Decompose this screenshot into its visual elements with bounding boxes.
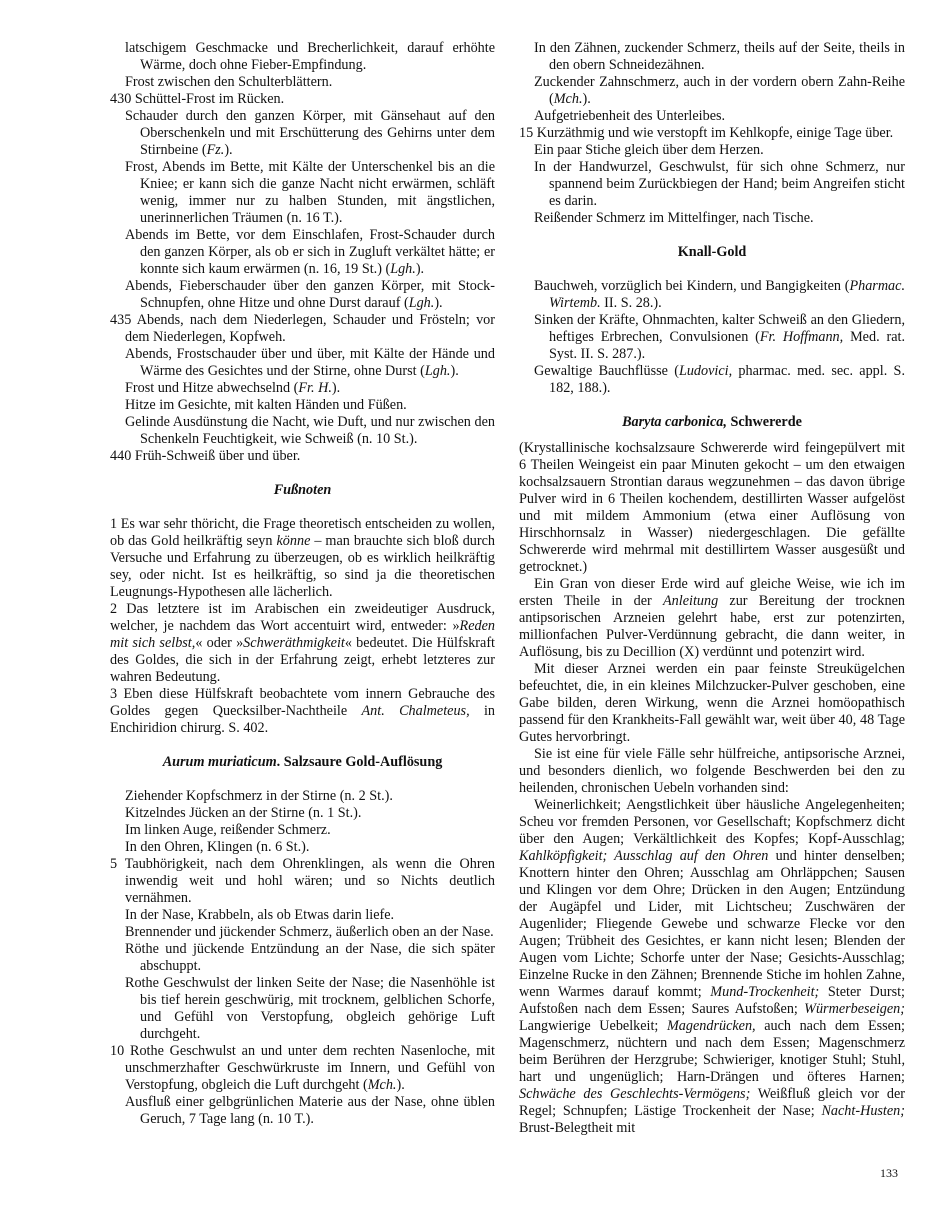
symptom-entry	[519, 142, 905, 159]
text-run: Nacht-Husten;	[821, 1103, 905, 1119]
text-run: In den Ohren, Klingen (n. 6 St.).	[125, 839, 310, 855]
text-run: Zuckender Zahnschmerz, auch in der vordern obern Zahn-Reihe (	[534, 74, 905, 107]
text-run: Rothe Geschwulst an und unter dem rechten Nasenloche, mit unschmerzhafter Geschwürkruste im Innern, und Gefühl von Verstopfung, obgleich die Luft durchgeht (	[125, 1043, 496, 1093]
footnotes-heading: Fußnoten	[273, 482, 332, 498]
text-run: ).	[434, 295, 443, 311]
text-run: Röthe und jückende Entzündung an der Nase, die sich später abschuppt.	[125, 941, 495, 974]
symptom-entry	[110, 805, 495, 822]
symptom-entry	[519, 159, 905, 210]
symptom-entry	[110, 227, 495, 278]
symptom-list-knall-gold	[519, 278, 905, 397]
symptom-entry	[110, 380, 495, 397]
text-run: Magendrücken,	[666, 1018, 756, 1034]
text-run: Pharmac. Wirtemb.	[549, 278, 905, 311]
text-run: « bedeutet. Die Hülfskraft des Goldes, die sich in der Erfahrung zeigt, erhebt letzteres zur wahren Bedeutung.	[110, 635, 495, 685]
left-column	[110, 40, 495, 1128]
text-run: ).	[396, 1077, 405, 1093]
symptom-list-aurum-muriaticum	[110, 788, 495, 1128]
text-run: Im linken Auge, reißender Schmerz.	[125, 822, 331, 838]
text-run: Schüttel-Frost im Rücken.	[134, 91, 285, 107]
text-run: könne	[276, 533, 311, 549]
symptom-entry	[110, 941, 495, 975]
symptom-entry	[519, 125, 905, 142]
text-run: Ein Gran von dieser Erde wird auf gleiche Weise, wie ich im ersten Theile in der	[519, 576, 905, 609]
symptom-entry	[110, 40, 495, 74]
symptom-entry	[110, 788, 495, 805]
text-run: Mch.	[553, 91, 583, 107]
text-run: Brennender und jückender Schmerz, äußerlich oben an der Nase.	[125, 924, 494, 940]
text-run: Ausfluß einer gelbgrünlichen Materie aus der Nase, ohne üblen Geruch, 7 Tage lang (n. 10 T.).	[125, 1094, 495, 1127]
text-run: auch nach dem Essen; Magenschmerz, nüchtern und nach dem Essen; Magenschmerz beim Berühren der Herzgrube; Schwieriger, knotiger Stuhl; Stuhl, hart und ungenüglich; Harn-Drängen und öfteres Harnen;	[519, 1018, 905, 1085]
text-run: Mund-Trockenheit;	[710, 984, 820, 1000]
text-run: Med. rat. Syst. II. S. 287.).	[549, 329, 905, 362]
text-run: Sie ist eine für viele Fälle sehr hülfreiche, antipsorische Arznei, und besonders dienlich, wo folgende Beschwerden bei den zu heilenden, chronischen Uebeln vorhanden sind:	[519, 746, 905, 796]
text-run: pharmac. med. sec. appl. S. 182, 188.).	[549, 363, 905, 396]
text-run: Schauder durch den ganzen Körper, mit Gänsehaut auf den Oberschenkeln und mit Erschütterung des Gehirns unter dem Stirnbeine (	[125, 108, 495, 158]
symptom-entry	[110, 907, 495, 924]
text-run: Ein paar Stiche gleich über dem Herzen.	[534, 142, 764, 158]
text-run: Hitze im Gesichte, mit kalten Händen und Füßen.	[125, 397, 407, 413]
symptom-entry	[519, 74, 905, 108]
paragraph	[519, 797, 905, 1137]
symptom-entry	[110, 856, 495, 907]
footnotes-list	[110, 516, 495, 737]
text-run: ).	[582, 91, 591, 107]
symptom-entry	[110, 839, 495, 856]
text-run: Sinken der Kräfte, Ohnmachten, kalter Schweiß an den Gliedern, heftiges Erbrechen, Convulsionen (	[534, 312, 905, 345]
text-run: In der Nase, Krabbeln, als ob Etwas darin liefe.	[125, 907, 395, 923]
text-run: Schwäche des Geschlechts-Vermögens;	[519, 1086, 751, 1102]
entry-number: 15	[519, 125, 534, 141]
footnote	[110, 686, 495, 737]
text-run: Lgh.	[424, 363, 451, 379]
text-run: und hinter denselben; Knottern hinter den Ohren; Ausschlag am Ohrläppchen; Sausen und Klingen vor dem Ohre; Drücken in den Augen; Entzündung der Augäpfel und Lider, mit Lichtscheu; Zuschwären der Augenlider; Fliegende Gewebe und schwarze Flecke vor den Augen; Trübheit des Gesichtes, er kann nicht lesen; Blenden der Augen vom Lichte; Schorfe unter der Nase; Gesichts-Ausschlag; Einzelne Rucke in den Zähnen; Brennende Stiche im hohlen Zahne, wenn Warmes darauf kommt;	[519, 848, 906, 1000]
text-run: Ziehender Kopfschmerz in der Stirne (n. 2 St.).	[125, 788, 393, 804]
text-run: Brust-Belegtheit mit	[519, 1120, 636, 1136]
text-run: Langwierige Uebelkeit;	[519, 1018, 667, 1034]
entry-number: 440	[110, 448, 132, 464]
symptom-entry	[519, 363, 905, 397]
knall-gold-heading: Knall-Gold	[677, 244, 747, 260]
text-run: Mch.	[367, 1077, 397, 1093]
text-run: Fz.	[206, 142, 225, 158]
text-run: Weißfluß gleich vor der Regel; Schnupfen; Lästige Trockenheit der Nase;	[519, 1086, 905, 1119]
text-run: Mit dieser Arznei werden ein paar feinste Streukügelchen befeuchtet, die, in ein kleines Milchzucker-Pulver geschoben, eine Gabe bilden, deren Wirkung, wenn die Arznei homöopathisch passend für den Krankheits-Fall gewählt war, weit über 40, 48 Tage Gutes hervorbringt.	[519, 661, 905, 745]
text-run: In den Zähnen, zuckender Schmerz, theils auf der Seite, theils in den obern Schneidezähnen.	[534, 40, 905, 73]
footnote	[110, 601, 495, 686]
text-run: In der Handwurzel, Geschwulst, für sich ohne Schmerz, nur spannend beim Zurückbiegen der Hand; beim Angreifen sticht es darin.	[534, 159, 905, 209]
symptom-entry	[110, 924, 495, 941]
symptom-entry	[110, 159, 495, 227]
text-run: Reißender Schmerz im Mittelfinger, nach Tische.	[534, 210, 814, 226]
text-run: Ant. Chalmeteus,	[361, 703, 470, 719]
text-run: II. S. 28.).	[600, 295, 662, 311]
text-run: Fr. Hoffmann,	[759, 329, 844, 345]
text-run: Bauchweh, vorzüglich bei Kindern, und Bangigkeiten (	[534, 278, 850, 294]
paragraph	[519, 440, 905, 576]
symptom-entry	[110, 448, 495, 465]
text-run: Schweräthmigkeit	[243, 635, 345, 651]
text-run: ).	[331, 380, 341, 396]
symptom-entry	[110, 822, 495, 839]
symptom-entry	[519, 40, 905, 74]
symptom-entry	[110, 1043, 495, 1094]
page-number: 133	[880, 1166, 898, 1180]
symptom-entry	[110, 108, 495, 159]
paragraph	[519, 746, 905, 797]
baryta-text	[519, 440, 905, 1137]
text-run: Früh-Schweiß über und über.	[134, 448, 301, 464]
paragraph	[519, 661, 905, 746]
symptom-entry	[110, 975, 495, 1043]
text-run: Kitzelndes Jücken an der Stirne (n. 1 St.).	[125, 805, 362, 821]
symptom-entry	[110, 414, 495, 448]
symptom-entry	[110, 91, 495, 108]
text-run: Reden mit sich selbst,	[110, 618, 495, 651]
text-run: ).	[415, 261, 425, 277]
text-run: Abends, Fieberschauder über den ganzen Körper, mit Stock-Schnupfen, ohne Hitze und ohne Durst darauf (	[125, 278, 495, 311]
aurum-muriaticum-heading: Aurum muriaticum. Salzsaure Gold-Auflösung	[162, 754, 443, 770]
text-run: latschigem Geschmacke und Brecherlichkeit, darauf erhöhte Wärme, doch ohne Fieber-Empfindung.	[125, 40, 495, 73]
symptom-entry	[519, 312, 905, 363]
text-run: Lgh.	[390, 261, 416, 277]
text-run: Anleitung	[663, 593, 719, 609]
text-run: ).	[224, 142, 233, 158]
entry-number: 10	[110, 1043, 125, 1059]
text-run: 2 Das letztere ist im Arabischen ein zweideutiger Ausdruck, welcher, je nachdem das Wort accentuirt wird, entweder: »	[110, 601, 495, 634]
footnote	[110, 516, 495, 601]
text-run: (Krystallinische kochsalzsaure Schwererde wird feingepülvert mit 6 Theilen Weingeist ein paar Minuten gekocht – um den etwaigen kochsalzsauern Strontian daraus wegzunehmen – das davon übrige Pulver wird in 6 Theilen kochendem, destillirten Wasser aufgelöst und mit mildem Ammonium (etwa einer Auflösung von Hirschhornsalz in Wasser) niedergeschlagen. Die gefällte Schwererde wird mehrmal mit destillirtem Wasser ausgesüßt und getrocknet.)	[519, 440, 905, 575]
text-run: Abends, nach dem Niederlegen, Schauder und Frösteln; vor dem Niederlegen, Kopfweh.	[125, 312, 495, 345]
paragraph	[519, 576, 905, 661]
text-run: Ludovici,	[678, 363, 733, 379]
entry-number: 5	[110, 856, 118, 872]
text-run: « oder »	[195, 635, 244, 651]
text-run: Frost, Abends im Bette, mit Kälte der Unterschenkel bis an die Kniee; er kann sich die ganze Nacht nicht erwärmen, schläft wenig, immer nur zu halben Stunden, mit ängstlichen, unerinnerlichen Träumen (n. 16 T.).	[125, 159, 495, 226]
symptom-entry	[110, 74, 495, 91]
text-run: in Enchiridion chirurg. S. 402.	[110, 703, 495, 736]
text-run: Aufgetriebenheit des Unterleibes.	[534, 108, 726, 124]
symptom-entry	[110, 312, 495, 346]
text-run: Kahlköpfigkeit; Ausschlag auf den Ohren	[519, 848, 769, 864]
entry-number: 435	[110, 312, 132, 328]
text-run: Frost und Hitze abwechselnd (	[125, 380, 299, 396]
text-run: Fr. H.	[298, 380, 332, 396]
baryta-carbonica-heading: Baryta carbonica, Schwererde	[622, 414, 802, 430]
right-column	[519, 40, 905, 1137]
text-run: Taubhörigkeit, nach dem Ohrenklingen, als wenn die Ohren inwendig weit und hohl wären; und so Nichts deutlich vernähmen.	[124, 856, 495, 906]
text-run: Rothe Geschwulst der linken Seite der Nase; die Nasenhöhle ist bis tief herein geschwürig, mit trocknem, gelblichen Schorfe, und Gefühl von Verstopfung, obgleich gehörige Luft durchgeht.	[125, 975, 495, 1042]
symptom-list-aurum-muriaticum-cont	[519, 40, 905, 227]
text-run: zur Bereitung der trocknen antipsorischen Arzneien gelehrt habe, erst zur potenzirten, millionfachen Pulver-Verdünnung gebracht, die dann weiter, in Auflösung, bis zu Decillion (X) verdünnt und potenzirt wird.	[519, 593, 905, 660]
symptom-entry	[519, 278, 905, 312]
text-run: Abends, Frostschauder über und über, mit Kälte der Hände und Wärme des Gesichtes und der Stirne, ohne Durst (	[125, 346, 495, 379]
symptom-entry	[110, 397, 495, 414]
symptom-entry	[519, 210, 905, 227]
symptom-entry	[519, 108, 905, 125]
text-run: – man brauchte sich bloß durch Versuche und Erfahrung zu überzeugen, ob es wirklich heilkräftig sey, oder nicht. Ist es heilkräftig, so sind ja die theoretischen Leugnungs-Hypothesen alle lächerlich.	[110, 533, 495, 600]
text-run: Würmerbeseigen;	[804, 1001, 905, 1017]
text-run: Weinerlichkeit; Aengstlichkeit über häusliche Angelegenheiten; Scheu vor fremden Personen, vor Gesellschaft; Kopfschmerz dicht über den Augen; Verkältlichkeit des Kopfes; Kopf-Ausschlag;	[519, 797, 905, 847]
text-run: 1 Es war sehr thöricht, die Frage theoretisch entscheiden zu wollen, ob das Gold heilkräftig seyn	[110, 516, 495, 549]
text-run: ).	[450, 363, 459, 379]
text-run: Kurzäthmig und wie verstopft im Kehlkopfe, einige Tage über.	[536, 125, 894, 141]
symptom-entry	[110, 278, 495, 312]
text-run: Gewaltige Bauchflüsse (	[534, 363, 679, 379]
symptom-entry	[110, 1094, 495, 1128]
entry-number: 430	[110, 91, 132, 107]
text-run: Lgh.	[408, 295, 435, 311]
text-run: 3 Eben diese Hülfskraft beobachtete vom innern Gebrauche des Goldes gegen Quecksilber-Nachtheile	[110, 686, 495, 719]
symptom-list-gold-end	[110, 40, 495, 465]
text-run: Gelinde Ausdünstung die Nacht, wie Duft, und nur zwischen den Schenkeln Feuchtigkeit, wie Schweiß (n. 10 St.).	[125, 414, 495, 447]
text-run: Abends im Bette, vor dem Einschlafen, Frost-Schauder durch den ganzen Körper, als ob er sich in Zugluft verkältet hätte; er konnte sich kaum erwärmen (n. 16, 19 St.) (	[125, 227, 495, 277]
text-run: Frost zwischen den Schulterblättern.	[125, 74, 333, 90]
symptom-entry	[110, 346, 495, 380]
text-run: Steter Durst; Aufstoßen nach dem Essen; Saures Aufstoßen;	[519, 984, 906, 1017]
